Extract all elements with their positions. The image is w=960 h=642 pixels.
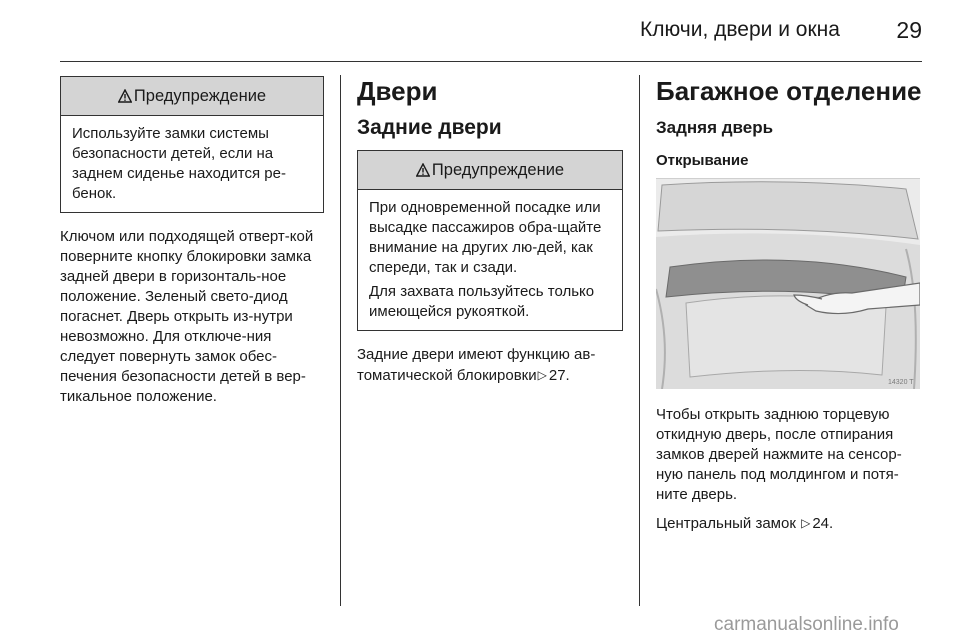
reference-arrow-icon: ▷ [801, 516, 811, 530]
image-id-label: 14320 T [888, 379, 914, 386]
warning-text: Используйте замки системы безопасности детей, если на заднем сиденье находится ре-бенок. [72, 125, 286, 202]
page-reference-link[interactable]: 27. [548, 367, 570, 384]
tailgate-paragraph: Чтобы открыть заднюю торцевую откидную дверь, после отпирания замков дверей нажмите на сенсор-ную панель под молдингом и потя-ните дверь. [656, 406, 902, 503]
left-column [60, 76, 324, 407]
auto-lock-paragraph [357, 345, 623, 386]
header-rule [60, 61, 922, 62]
reference-arrow-icon: ▷ [537, 368, 547, 382]
middle-column [357, 76, 623, 386]
warning-header [61, 77, 323, 116]
central-lock-text: Центральный замок [656, 515, 796, 532]
running-header: Ключи, двери и окна [640, 18, 840, 41]
warning-title: Предупреждение [133, 86, 267, 105]
warning-text-2: Для захвата пользуйтесь только имеющейся рукояткой. [369, 283, 595, 320]
warning-header [358, 151, 622, 190]
page-reference-link[interactable]: 24. [812, 515, 834, 532]
warning-body [358, 190, 622, 330]
warning-triangle-icon [118, 89, 132, 103]
section-heading-doors: Двери [357, 76, 438, 106]
column-divider-1 [340, 75, 341, 606]
warning-box-rear-doors [357, 150, 623, 331]
warning-triangle-icon [416, 163, 430, 177]
subheading-tailgate: Задняя дверь [656, 118, 774, 137]
page-number: 29 [896, 17, 922, 43]
warning-body [61, 116, 323, 212]
warning-text-1: При одновременной посадке или высадке пассажиров обра-щайте внимание на других лю-дей, как спереди, так и сзади. [369, 199, 602, 276]
auto-lock-text: Задние двери имеют функцию ав-томатической блокировки [357, 346, 596, 384]
column-divider-2 [639, 75, 640, 606]
subheading-opening: Открывание [656, 152, 749, 169]
tailgate-opening-photo [656, 178, 920, 389]
warning-box [60, 76, 324, 213]
subheading-rear-doors: Задние двери [357, 116, 502, 139]
watermark: carmanualsonline.info [714, 614, 899, 635]
tailgate-illustration [656, 179, 920, 389]
section-heading-luggage: Багажное отделение [656, 76, 922, 106]
child-lock-paragraph: Ключом или подходящей отверт-кой поверните кнопку блокировки замка задней двери в горизонталь-ное положение. Зеленый свето-диод погаснет. Дверь открыть из-нутри невозможно. Для отключе-ния следует повернуть замок обес-печения безопасности детей в вер-тикальное положение. [60, 228, 314, 405]
warning-title: Предупреждение [431, 160, 565, 179]
right-column [656, 76, 922, 534]
central-lock-reference [656, 513, 922, 534]
